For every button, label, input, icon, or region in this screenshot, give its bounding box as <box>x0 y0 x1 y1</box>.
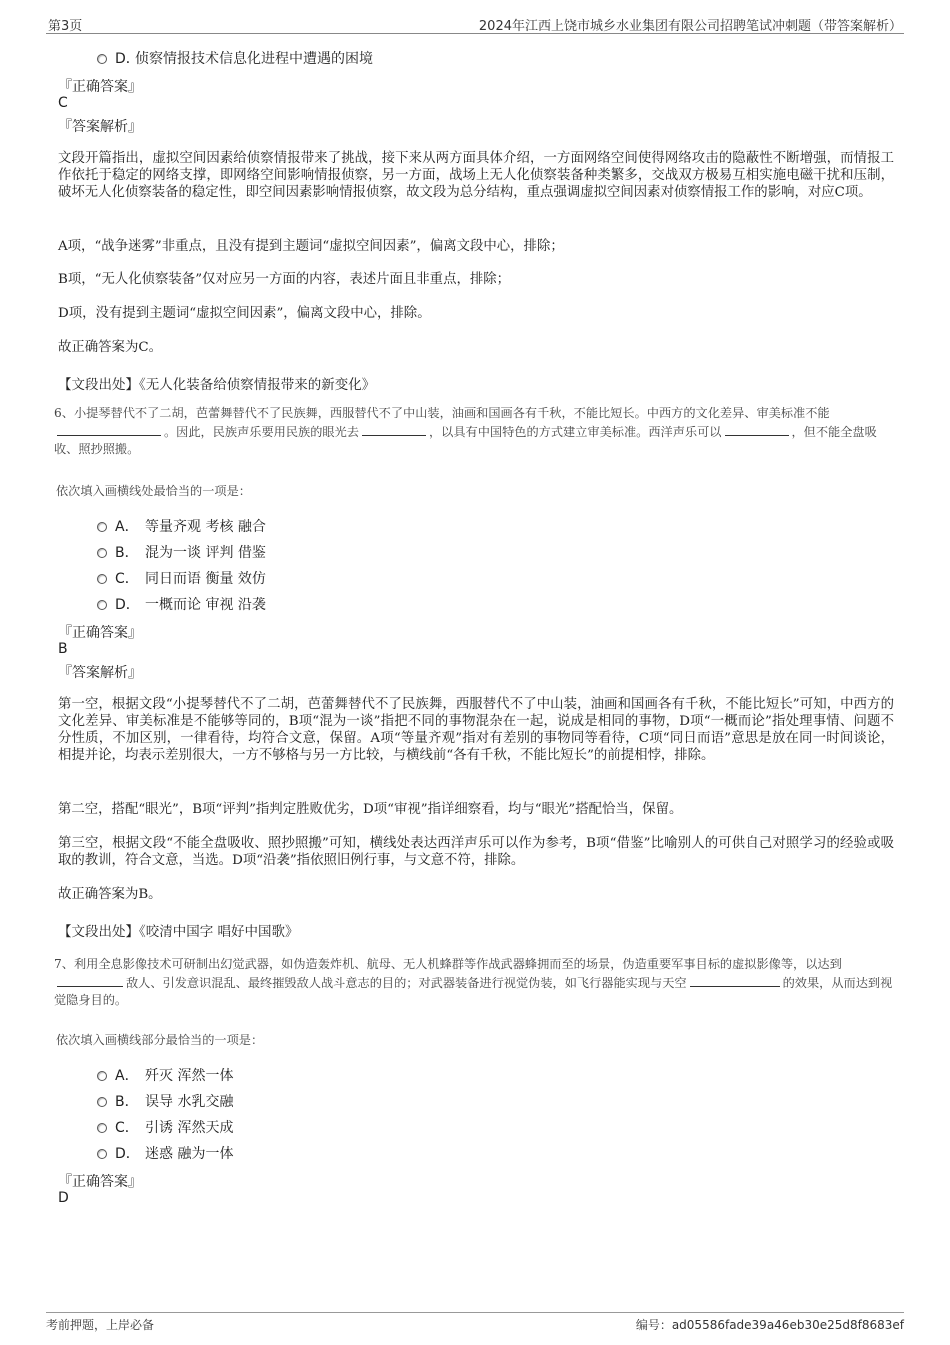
option-letter: D． <box>115 51 140 67</box>
option-text: 迷惑 融为一体 <box>145 1146 234 1162</box>
radio-icon[interactable] <box>97 1123 107 1133</box>
q5-answer-label: 『正确答案』 <box>58 79 142 95</box>
page-number: 第3页 <box>48 19 83 34</box>
answer-blank <box>690 974 780 987</box>
q5-analysis-paragraph: 故正确答案为C。 <box>58 340 162 355</box>
answer-blank <box>725 423 789 436</box>
q6-answer: B <box>58 641 68 657</box>
q6-analysis-paragraph: 第一空，根据文段“小提琴替代不了二胡，芭蕾舞替代不了民族舞，西服替代不了中山装，油画和国画各有千秋，不能比短长”可知，中西方的文化差异、审美标准是不能够等同的，B项“混为一谈”指把不同的事物混杂在一起，说成是相同的事物，D项“一概而论”指处理事情、问题不分性质，不加区别，一律看待，均符合文意，保留。A项“等量齐观”指对有差别的事物同等看待，C项“同日而语”意思是放在同一时间谈论，相提并论，均表示差别很大，一方不够格与另一方比较，与横线前“各有千秋，不能比短长”的前提相悖，排除。 <box>58 697 894 763</box>
q6-option-b[interactable] <box>97 542 397 562</box>
q6-source: 【文段出处】《咬清中国字 唱好中国歌》 <box>58 924 299 940</box>
radio-icon[interactable] <box>97 522 107 532</box>
radio-icon[interactable] <box>97 54 107 64</box>
option-letter: A． <box>115 1068 139 1084</box>
option-letter: D． <box>115 1146 140 1162</box>
q7-instruction: 依次填入画横线部分最恰当的一项是： <box>56 1033 264 1047</box>
q5-option-d[interactable] <box>97 48 497 68</box>
option-text: 歼灭 浑然一体 <box>145 1068 234 1084</box>
answer-blank <box>57 423 161 436</box>
radio-icon[interactable] <box>97 600 107 610</box>
q6-analysis-paragraph: 第三空，根据文段“不能全盘吸收、照抄照搬”可知，横线处表达西洋声乐可以作为参考，B项“借鉴”比喻别人的可供自己对照学习的经验或吸取的教训，符合文意，当选。D项“沿袭”指依照旧例行事，与文意不符，排除。 <box>58 836 894 868</box>
option-letter: C． <box>115 1120 139 1136</box>
page-header <box>46 14 904 34</box>
option-letter: B． <box>115 1094 139 1110</box>
option-text: 等量齐观 考核 融合 <box>145 519 266 535</box>
q6-option-d[interactable] <box>97 594 397 614</box>
radio-icon[interactable] <box>97 1149 107 1159</box>
q7-option-d[interactable] <box>97 1143 397 1163</box>
q7-stem: 7、利用全息影像技术可研制出幻觉武器，如伪造轰炸机、航母、无人机蜂群等作战武器蜂拥而至的场景，伪造重要军事目标的虚拟影像等，以达到敌人、引发意识混乱、最终摧毁敌人战斗意志的目的；对武器装备进行视觉伪装，如飞行器能实现与天空 的效果，从而达到视觉隐身目的。 <box>54 957 893 1007</box>
footer-slogan: 考前押题，上岸必备 <box>46 1318 155 1332</box>
q7-option-a[interactable] <box>97 1065 397 1085</box>
q5-analysis-paragraph: B项，“无人化侦察装备”仅对应另一方面的内容，表述片面且非重点，排除； <box>58 272 511 287</box>
radio-icon[interactable] <box>97 574 107 584</box>
answer-blank <box>362 423 426 436</box>
document-title: 2024年江西上饶市城乡水业集团有限公司招聘笔试冲刺题（带答案解析） <box>478 19 902 34</box>
q5-analysis-paragraph: D项，没有提到主题词“虚拟空间因素”，偏离文段中心，排除。 <box>58 306 431 321</box>
q7-option-c[interactable] <box>97 1117 397 1137</box>
option-text: 侦察情报技术信息化进程中遭遇的困境 <box>135 51 373 67</box>
q5-analysis-paragraph: 文段开篇指出，虚拟空间因素给侦察情报带来了挑战，接下来从两方面具体介绍，一方面网络空间使得网络攻击的隐蔽性不断增强，而情报工作依托于稳定的网络支撑，即网络空间影响情报侦察，另一方面，战场上无人化侦察装备种类繁多，交战双方极易互相实施电磁干扰和压制，破坏无人化侦察装备的稳定性，即空间因素影响情报侦察，故文段为总分结构，重点强调虚拟空间因素对侦察情报工作的影响，对应C项。 <box>58 151 894 200</box>
q7-answer: D <box>58 1190 69 1206</box>
page-footer <box>46 1312 904 1333</box>
q6-analysis-paragraph: 故正确答案为B。 <box>58 887 162 902</box>
option-text: 引诱 浑然天成 <box>145 1120 234 1136</box>
option-text: 误导 水乳交融 <box>145 1094 234 1110</box>
option-letter: B． <box>115 545 139 561</box>
q6-analysis-label: 『答案解析』 <box>58 665 142 681</box>
option-text: 同日而语 衡量 效仿 <box>145 571 266 587</box>
q5-analysis-label: 『答案解析』 <box>58 119 142 135</box>
option-letter: C． <box>115 571 139 587</box>
radio-icon[interactable] <box>97 548 107 558</box>
option-letter: A． <box>115 519 139 535</box>
option-text: 混为一谈 评判 借鉴 <box>145 545 266 561</box>
option-text: 一概而论 审视 沿袭 <box>145 597 266 613</box>
q6-stem: 6、小提琴替代不了二胡，芭蕾舞替代不了民族舞，西服替代不了中山装，油画和国画各有千秋，不能比短长。中西方的文化差异、审美标准不能。因此，民族声乐要用民族的眼光去 ，以具有中国特色的方式建立审美标准。西洋声乐可以 ，但不能全盘吸收、照抄照搬。 <box>54 406 877 456</box>
q5-answer: C <box>58 95 68 111</box>
option-letter: D． <box>115 597 140 613</box>
q6-option-a[interactable] <box>97 516 397 536</box>
q6-answer-label: 『正确答案』 <box>58 625 142 641</box>
document-id: 编号：ad05586fade39a46eb30e25d8f8683ef <box>635 1318 904 1332</box>
q6-instruction: 依次填入画横线处最恰当的一项是： <box>56 484 251 498</box>
q6-option-c[interactable] <box>97 568 397 588</box>
q5-source: 【文段出处】《无人化装备给侦察情报带来的新变化》 <box>58 377 376 393</box>
q7-option-b[interactable] <box>97 1091 397 1111</box>
q5-analysis-paragraph: A项，“战争迷雾”非重点，且没有提到主题词“虚拟空间因素”，偏离文段中心，排除； <box>58 239 564 254</box>
q7-answer-label: 『正确答案』 <box>58 1174 142 1190</box>
radio-icon[interactable] <box>97 1071 107 1081</box>
radio-icon[interactable] <box>97 1097 107 1107</box>
q6-analysis-paragraph: 第二空，搭配“眼光”，B项“评判”指判定胜败优劣，D项“审视”指详细察看，均与“眼光”搭配恰当，保留。 <box>58 802 683 817</box>
answer-blank <box>57 974 123 987</box>
